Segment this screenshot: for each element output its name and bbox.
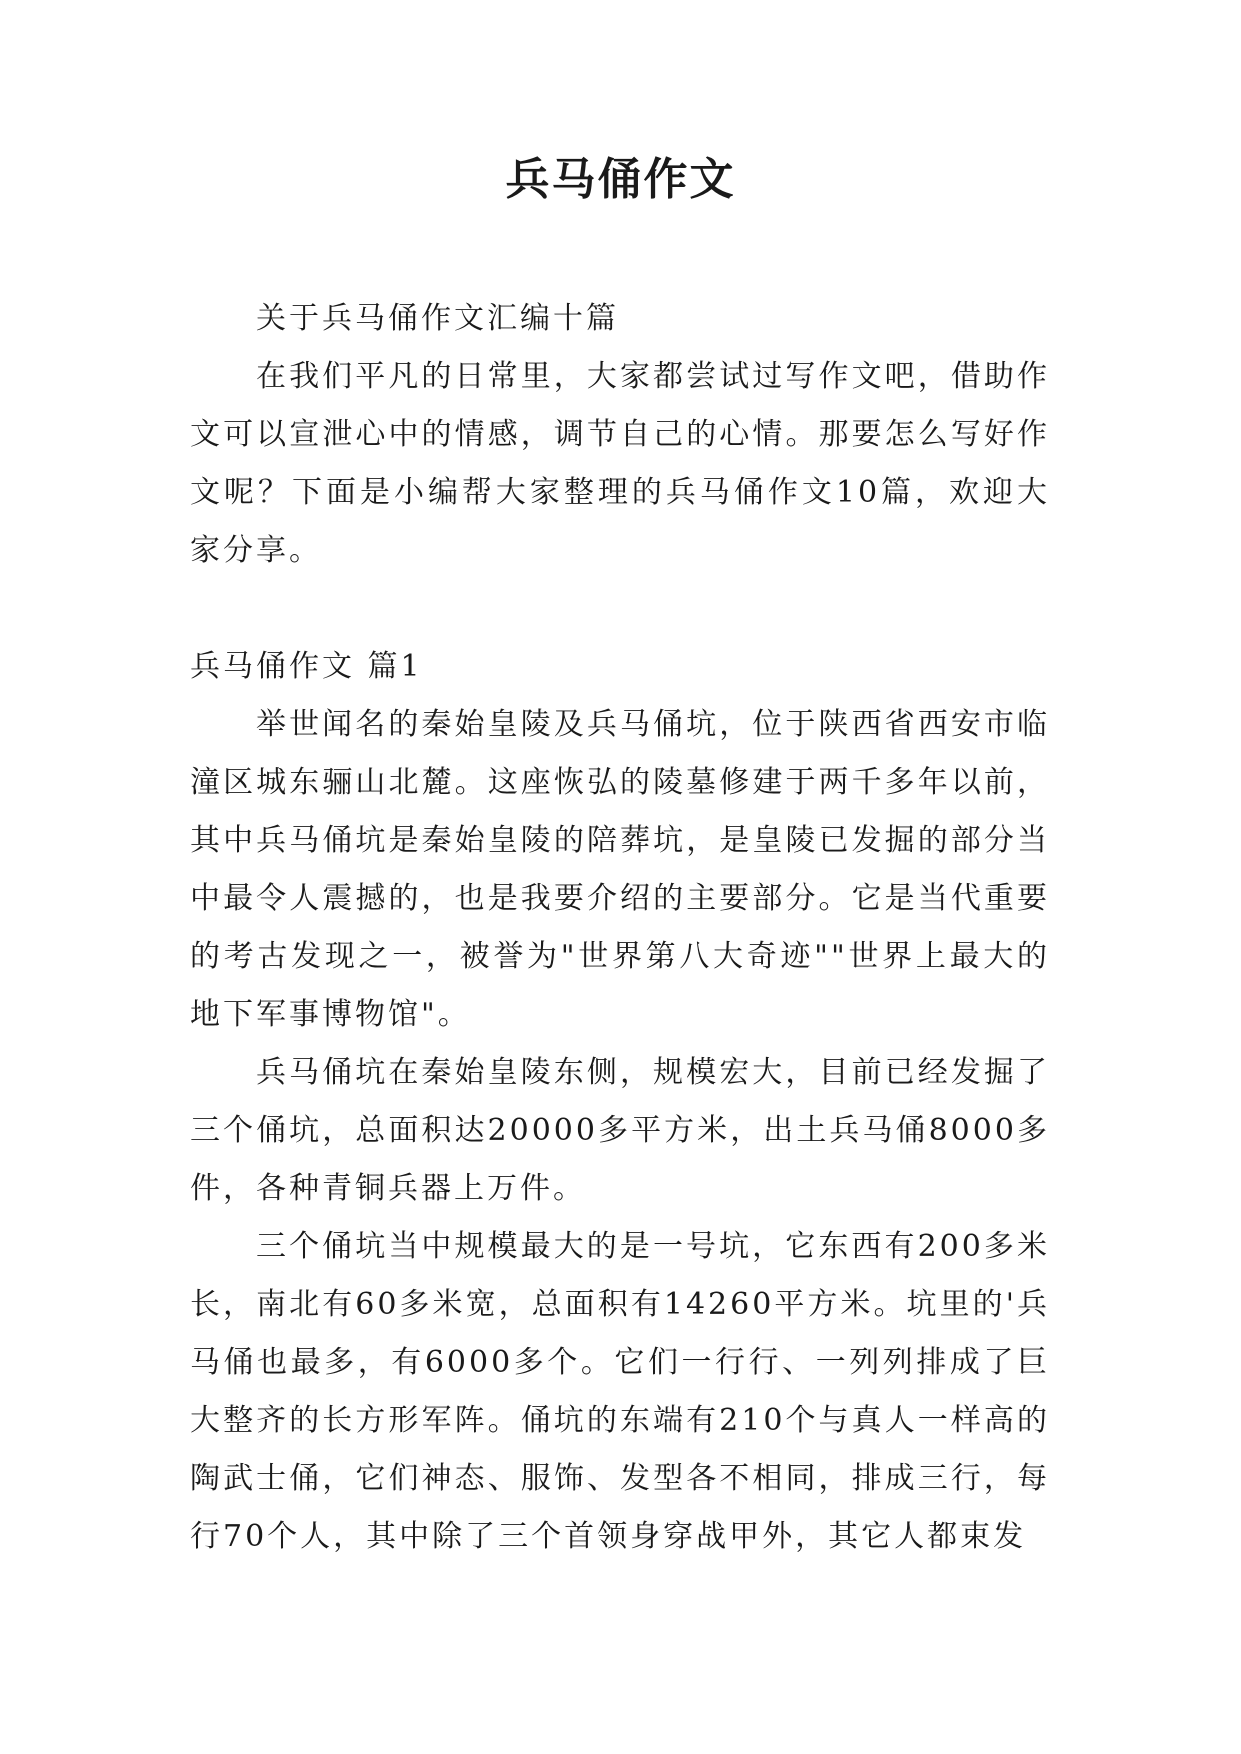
document-title: 兵马俑作文 bbox=[505, 154, 736, 205]
intro-paragraph: 在我们平凡的日常里，大家都尝试过写作文吧，借助作文可以宣泄心中的情感，调节自己的心情。那要怎么写好作文呢？下面是小编帮大家整理的兵马俑作文10篇，欢迎大家分享。 bbox=[190, 359, 1050, 568]
body-paragraph: 兵马俑坑在秦始皇陵东侧，规模宏大，目前已经发掘了三个俑坑，总面积达20000多平方米，出土兵马俑8000多件，各种青铜兵器上万件。 bbox=[190, 1055, 1050, 1206]
body-paragraph: 三个俑坑当中规模最大的是一号坑，它东西有200多米长，南北有60多米宽，总面积有14260平方米。坑里的'兵马俑也最多，有6000多个。它们一行行、一列列排成了巨大整齐的长方形军阵。俑坑的东端有210个与真人一样高的陶武士俑，它们神态、服饰、发型各不相同，排成三行，每行70个人，其中除了三个首领身穿战甲外，其它人都束发 bbox=[190, 1229, 1050, 1554]
document-body bbox=[190, 290, 1050, 1566]
section-heading: 兵马俑作文 篇1 bbox=[190, 649, 423, 684]
body-paragraph: 举世闻名的秦始皇陵及兵马俑坑，位于陕西省西安市临潼区城东骊山北麓。这座恢弘的陵墓修建于两千多年以前，其中兵马俑坑是秦始皇陵的陪葬坑，是皇陵已发掘的部分当中最令人震撼的，也是我要介绍的主要部分。它是当代重要的考古发现之一，被誉为"世界第八大奇迹""世界上最大的地下军事博物馆"。 bbox=[190, 707, 1050, 1032]
document-subtitle: 关于兵马俑作文汇编十篇 bbox=[256, 301, 619, 336]
